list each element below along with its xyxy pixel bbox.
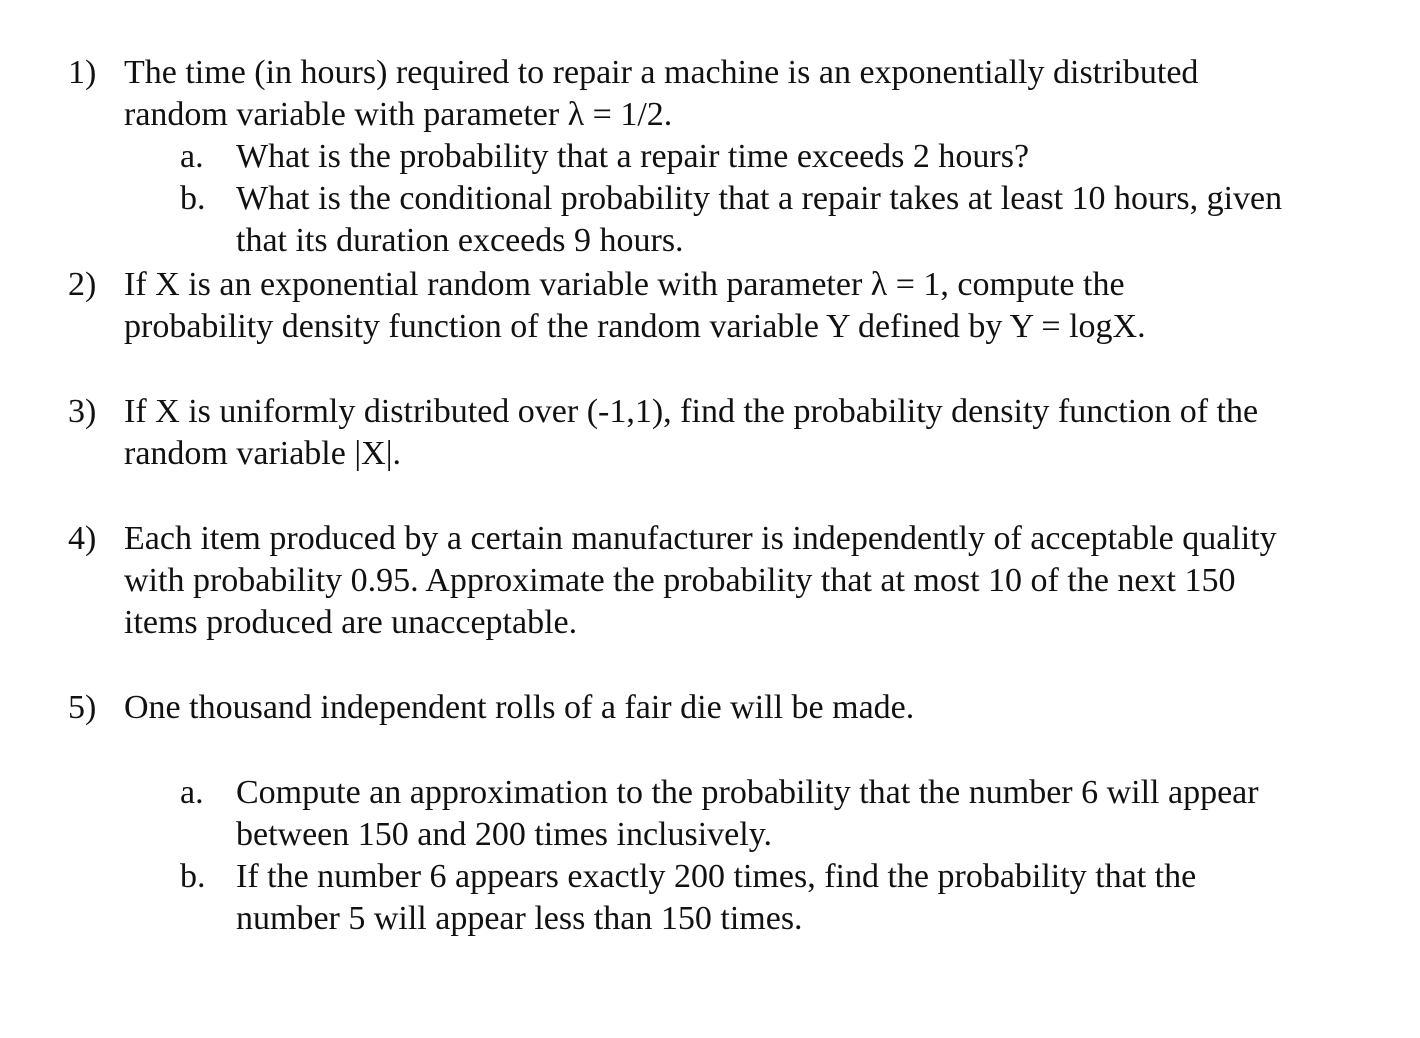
problem-part bbox=[180, 856, 1310, 940]
problem-text: One thousand independent rolls of a fair die will be made. bbox=[124, 689, 915, 726]
problem-part bbox=[180, 772, 1310, 856]
problem-part bbox=[180, 178, 1310, 262]
problem-text: The time (in hours) required to repair a machine is an exponentially distributed random variable with parameter λ = 1/2. bbox=[124, 54, 1199, 133]
problem-2 bbox=[68, 264, 1358, 348]
part-letter: a. bbox=[180, 774, 204, 811]
part-text: What is the probability that a repair time exceeds 2 hours? bbox=[236, 138, 1030, 175]
problem-number: 2) bbox=[68, 266, 97, 303]
problem-number: 4) bbox=[68, 520, 97, 557]
part-text: What is the conditional probability that a repair takes at least 10 hours, given that its duration exceeds 9 hours. bbox=[236, 180, 1283, 259]
part-text: Compute an approximation to the probability that the number 6 will appear between 150 and 200 times inclusively. bbox=[236, 774, 1259, 853]
problem-number: 5) bbox=[68, 689, 97, 726]
part-text: If the number 6 appears exactly 200 times, find the probability that the number 5 will appear less than 150 times. bbox=[236, 858, 1197, 937]
problem-5 bbox=[68, 687, 1358, 940]
problem-text: If X is an exponential random variable with parameter λ = 1, compute the probability density function of the random variable Y defined by Y = logX. bbox=[124, 266, 1146, 345]
problem-4 bbox=[68, 518, 1358, 644]
part-letter: b. bbox=[180, 858, 206, 895]
part-letter: b. bbox=[180, 180, 206, 217]
problem-1 bbox=[68, 52, 1358, 262]
problem-number: 3) bbox=[68, 393, 97, 430]
problem-text: If X is uniformly distributed over (-1,1), find the probability density function of the random variable |X|. bbox=[124, 393, 1259, 472]
problem-number: 1) bbox=[68, 54, 97, 91]
problem-text: Each item produced by a certain manufacturer is independently of acceptable quality with probability 0.95. Approximate the probability that at most 10 of the next 150 items produced are unacceptable. bbox=[124, 520, 1277, 641]
problem-part bbox=[180, 136, 1310, 178]
problem-3 bbox=[68, 391, 1358, 475]
part-letter: a. bbox=[180, 138, 204, 175]
